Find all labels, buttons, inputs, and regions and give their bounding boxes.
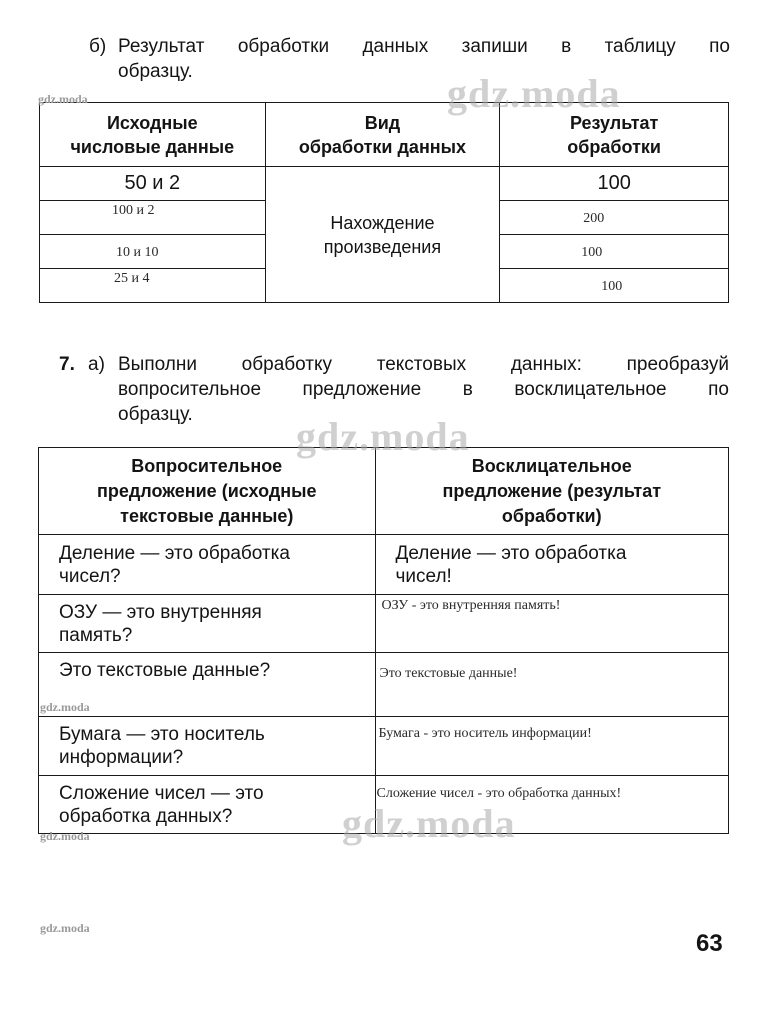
result-cell bbox=[500, 269, 729, 303]
header-text: Результат bbox=[569, 112, 659, 133]
task-b-text-line2: образцу. bbox=[118, 61, 193, 82]
word: обработку bbox=[241, 354, 333, 375]
word: таблицу bbox=[604, 36, 676, 57]
header-cell-question bbox=[39, 448, 376, 535]
word: обработки bbox=[237, 36, 330, 57]
processing-text: Нахождение bbox=[330, 212, 435, 233]
task7-label: а) bbox=[88, 354, 105, 375]
word: Выполни bbox=[118, 354, 197, 375]
answer-cell bbox=[375, 535, 729, 595]
task-b-label: б) bbox=[89, 36, 107, 57]
watermark-large: gdz.moda bbox=[447, 71, 621, 116]
answer-cell bbox=[375, 595, 729, 653]
question-cell bbox=[39, 595, 376, 653]
header-text: Исходные bbox=[106, 112, 198, 133]
result-value-handwritten: 100 bbox=[581, 244, 603, 260]
word: преобразуй bbox=[626, 354, 729, 375]
answer-handwritten: Сложение чисел - это обработка данных! bbox=[376, 786, 622, 801]
table-row bbox=[39, 717, 729, 776]
answer-text: чисел! bbox=[395, 565, 452, 587]
word: запиши bbox=[461, 36, 528, 57]
question-text: память? bbox=[59, 624, 133, 646]
answer-handwritten: ОЗУ - это внутренняя память! bbox=[381, 598, 561, 613]
question-cell bbox=[39, 717, 376, 776]
watermark-large: gdz.moda bbox=[342, 801, 516, 846]
task7-number: 7. bbox=[59, 354, 75, 375]
word: вопросительное bbox=[118, 379, 262, 400]
input-value-handwritten: 100 и 2 bbox=[112, 203, 155, 218]
answer-cell bbox=[375, 717, 729, 776]
header-text: Вид bbox=[364, 112, 401, 133]
question-text: обработка данных? bbox=[59, 805, 233, 827]
word: данных: bbox=[510, 354, 582, 375]
table-row bbox=[39, 535, 729, 595]
input-value: 50 и 2 bbox=[124, 172, 181, 194]
watermark-small: gdz.moda bbox=[40, 700, 90, 714]
input-cell bbox=[40, 269, 266, 303]
word: по bbox=[708, 379, 729, 400]
header-text: числовые данные bbox=[70, 136, 235, 157]
table-row bbox=[39, 653, 729, 717]
header-text: предложение (результат bbox=[442, 480, 662, 501]
processing-text: произведения bbox=[323, 236, 442, 257]
input-cell bbox=[40, 235, 266, 269]
question-cell bbox=[39, 776, 376, 834]
result-value-handwritten: 100 bbox=[601, 278, 623, 294]
word: предложение bbox=[302, 379, 422, 400]
numeric-data-table bbox=[39, 102, 729, 303]
question-text: Деление — это обработка bbox=[59, 542, 290, 564]
header-text: Восклицательное bbox=[471, 455, 632, 476]
word: восклицательное bbox=[514, 379, 667, 400]
question-cell bbox=[39, 535, 376, 595]
page-number: 63 bbox=[696, 930, 723, 957]
answer-text: Деление — это обработка bbox=[395, 542, 627, 564]
question-text: ОЗУ — это внутренняя bbox=[59, 601, 262, 623]
word: в bbox=[462, 379, 473, 400]
input-value-handwritten: 25 и 4 bbox=[114, 271, 150, 286]
input-cell bbox=[40, 167, 266, 201]
header-cell-exclamation bbox=[375, 448, 729, 535]
question-text: чисел? bbox=[59, 565, 121, 587]
header-text: Вопросительное bbox=[131, 455, 283, 476]
watermark-small: gdz.moda bbox=[40, 921, 90, 935]
answer-handwritten: Бумага - это носитель информации! bbox=[378, 726, 592, 741]
task7-text-line1 bbox=[118, 353, 729, 377]
table-row bbox=[40, 167, 729, 201]
result-cell bbox=[500, 167, 729, 201]
result-value-handwritten: 200 bbox=[583, 210, 605, 226]
header-cell-input bbox=[40, 103, 266, 167]
watermark-small: gdz.moda bbox=[40, 829, 90, 843]
task-b-text-line1 bbox=[118, 35, 730, 59]
word: по bbox=[709, 36, 730, 57]
watermark-large: gdz.moda bbox=[296, 414, 470, 459]
question-text: информации? bbox=[59, 747, 184, 768]
input-cell bbox=[40, 201, 266, 235]
header-text: обработки) bbox=[501, 505, 602, 526]
word: текстовых bbox=[376, 354, 467, 375]
processing-cell bbox=[265, 167, 500, 303]
task7-text-line3: образцу. bbox=[118, 404, 193, 425]
answer-handwritten: Это текстовые данные! bbox=[379, 666, 518, 681]
header-text: предложение (исходные bbox=[96, 480, 317, 501]
task7-text-line2 bbox=[118, 378, 729, 402]
result-value: 100 bbox=[597, 172, 631, 194]
question-text: Бумага — это носитель bbox=[59, 724, 265, 745]
result-cell bbox=[500, 235, 729, 269]
table-row bbox=[39, 595, 729, 653]
word: Результат bbox=[118, 36, 205, 57]
question-text: Это текстовые данные? bbox=[59, 660, 271, 681]
header-text: текстовые данные) bbox=[120, 505, 294, 526]
sentence-conversion-table bbox=[38, 447, 729, 834]
question-text: Сложение чисел — это bbox=[59, 782, 264, 804]
header-text: обработки bbox=[567, 136, 661, 157]
word: в bbox=[561, 36, 572, 57]
answer-cell bbox=[375, 653, 729, 717]
word: данных bbox=[362, 36, 429, 57]
input-value-handwritten: 10 и 10 bbox=[116, 244, 159, 260]
header-text: обработки данных bbox=[298, 136, 467, 157]
result-cell bbox=[500, 201, 729, 235]
watermark-small: gdz.moda bbox=[38, 92, 88, 106]
